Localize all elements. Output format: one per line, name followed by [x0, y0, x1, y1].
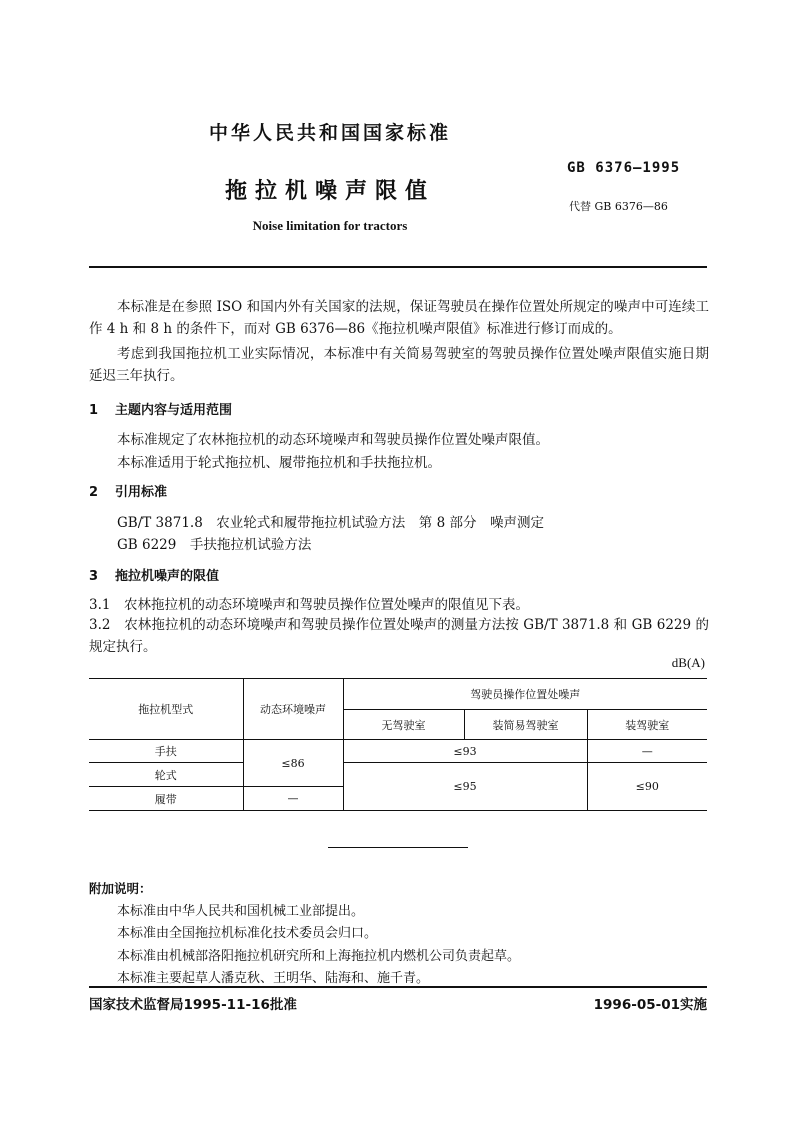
header-driver-noise: 驾驶员操作位置处噪声 — [343, 679, 707, 710]
wheel-track-cab-value: ≤90 — [587, 763, 707, 811]
section-number: 3 — [89, 569, 99, 584]
org-title: 中华人民共和国国家标准 — [208, 122, 451, 144]
header-tractor-type: 拖拉机型式 — [89, 679, 243, 740]
section-2-heading — [89, 481, 167, 500]
intro-paragraph-2: 考虑到我国拖拉机工业实际情况，本标准中有关简易驾驶室的驾驶员操作位置处噪声限值实施日期延迟三年执行。 — [89, 346, 709, 384]
env-hand-wheel-value: ≤86 — [243, 740, 343, 787]
row-label-track: 履带 — [89, 787, 243, 811]
section-title: 拖拉机噪声的限值 — [115, 569, 220, 584]
section-3-heading — [89, 565, 219, 584]
header-env-noise: 动态环境噪声 — [243, 679, 343, 740]
section-title: 主题内容与适用范围 — [115, 403, 233, 418]
appendix — [89, 878, 709, 991]
subheader-cab: 装驾驶室 — [587, 710, 707, 740]
footer-rule — [89, 986, 707, 988]
row-label-hand: 手扶 — [89, 740, 243, 763]
section-1-heading — [89, 399, 232, 418]
appendix-heading: 附加说明： — [89, 881, 152, 896]
section-title: 引用标准 — [115, 485, 168, 500]
subheader-no-cab: 无驾驶室 — [343, 710, 464, 740]
appendix-line: 本标准主要起草人潘克秋、王明华、陆海和、施千青。 — [117, 971, 430, 986]
header-rule — [89, 266, 707, 268]
wheel-track-driver-value: ≤95 — [343, 763, 587, 811]
table-unit: dB(A) — [671, 655, 705, 670]
document-title: 拖拉机噪声限值 — [224, 179, 435, 204]
end-separator — [328, 847, 468, 848]
section-1-line-2: 本标准适用于轮式拖拉机、履带拖拉机和手扶拖拉机。 — [117, 455, 441, 471]
clause-3-1: 3.1 农林拖拉机的动态环境噪声和驾驶员操作位置处噪声的限值见下表。 — [89, 597, 529, 613]
hand-cab-value: — — [587, 740, 707, 763]
replaces-note: 代替 GB 6376—86 — [569, 200, 668, 213]
reference-line-2: GB 6229 手扶拖拉机试验方法 — [117, 537, 312, 553]
appendix-line: 本标准由中华人民共和国机械工业部提出。 — [117, 903, 365, 919]
reference-line-1: GB/T 3871.8 农业轮式和履带拖拉机试验方法 第 8 部分 噪声测定 — [117, 515, 544, 531]
env-track-value: — — [243, 787, 343, 811]
row-label-wheel: 轮式 — [89, 763, 243, 787]
standard-number: GB 6376—1995 — [567, 160, 681, 176]
subheader-simple-cab: 装简易驾驶室 — [464, 710, 587, 740]
section-number: 1 — [89, 403, 99, 418]
effective-date: 1996-05-01实施 — [593, 997, 707, 1013]
section-number: 2 — [89, 485, 99, 500]
appendix-line: 本标准由机械部洛阳拖拉机研究所和上海拖拉机内燃机公司负责起草。 — [117, 948, 521, 964]
section-1-line-1: 本标准规定了农林拖拉机的动态环境噪声和驾驶员操作位置处噪声限值。 — [117, 432, 549, 448]
noise-limit-table — [89, 678, 707, 811]
appendix-line: 本标准由全国拖拉机标准化技术委员会归口。 — [117, 926, 378, 941]
hand-driver-value: ≤93 — [343, 740, 587, 763]
english-title: Noise limitation for tractors — [252, 218, 408, 233]
approval-date: 国家技术监督局1995-11-16批准 — [89, 997, 297, 1013]
intro-paragraph-1: 本标准是在参照 ISO 和国内外有关国家的法规，保证驾驶员在操作位置处所规定的噪声中可连续工作 4 h 和 8 h 的条件下，而对 GB 6376—86《拖拉机噪声限值》标准进行修订而成的。 — [89, 299, 709, 337]
clause-3-2: 3.2 农林拖拉机的动态环境噪声和驾驶员操作位置处噪声的测量方法按 GB/T 3871.8 和 GB 6229 的规定执行。 — [89, 617, 709, 655]
